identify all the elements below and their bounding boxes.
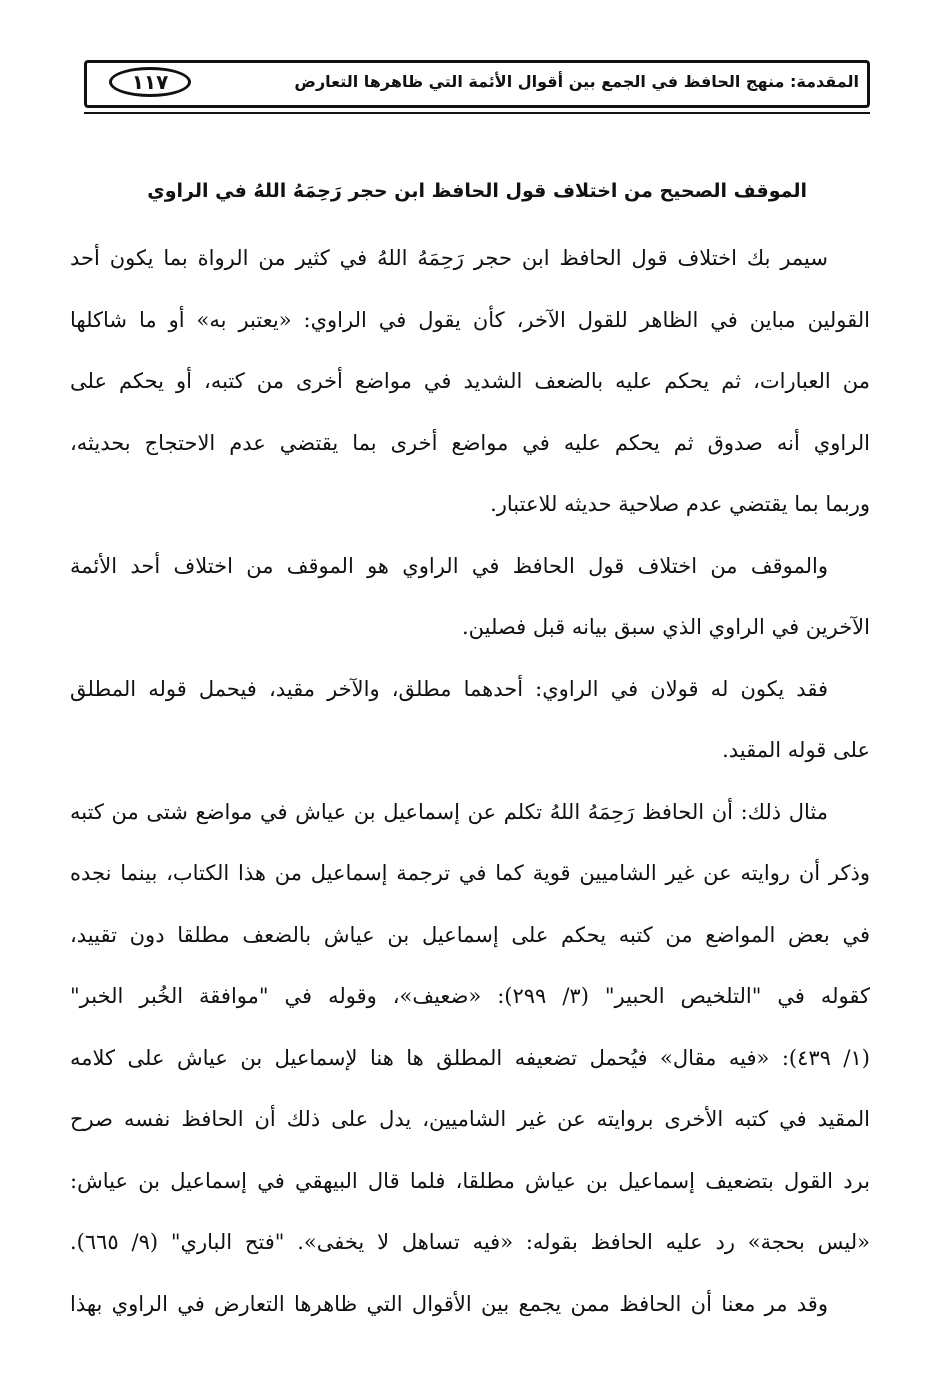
text-line: «ليس بحجة» رد عليه الحافظ بقوله: «فيه تساهل لا يخفى». "فتح الباري" (٩/ ٦٦٥).: [70, 1230, 870, 1254]
text-line: مثال ذلك: أن الحافظ رَحِمَهُ اللهُ تكلم عن إسماعيل بن عياش في مواضع شتى من كتبه: [70, 799, 828, 824]
text-line: القولين مباين في الظاهر للقول الآخر، كأن يقول في الراوي: «يعتبر به» أو ما شاكلها: [70, 307, 870, 332]
text-line: (١/ ٤٣٩): «فيه مقال» فيُحمل تضعيفه المطلق ها هنا لإسماعيل بن عياش على كلامه: [70, 1045, 870, 1070]
text-line: وقد مر معنا أن الحافظ ممن يجمع بين الأقوال التي ظاهرها التعارض في الراوي بهذا: [70, 1291, 828, 1316]
text-line: المقيد في كتبه الأخرى بروايته عن غير الشاميين، يدل على ذلك أن الحافظ نفسه صرح: [70, 1107, 870, 1131]
running-header: [84, 60, 870, 108]
text-line: في بعض المواضع من كتبه يحكم على إسماعيل بن عياش بالضعف مطلقا دون تقييد،: [70, 922, 870, 947]
text-line: من العبارات، ثم يحكم عليه بالضعف الشديد في مواضع أخرى من كتبه، أو يحكم على: [70, 369, 870, 393]
body-text: [70, 228, 870, 1335]
text-line: الراوي أنه صدوق ثم يحكم عليه في مواضع أخرى بما يقتضي عدم الاحتجاج بحديثه،: [70, 430, 870, 455]
text-line: الآخرين في الراوي الذي سبق بيانه قبل فصلين.: [461, 615, 870, 639]
header-title: المقدمة: منهج الحافظ في الجمع بين أقوال الأئمة التي ظاهرها التعارض: [294, 72, 859, 91]
text-line: وذكر أن روايته عن غير الشاميين قوية كما في ترجمة إسماعيل من هذا الكتاب، بينما نجده: [70, 861, 870, 885]
text-line: فقد يكون له قولان في الراوي: أحدهما مطلق، والآخر مقيد، فيحمل قوله المطلق: [70, 676, 828, 701]
text-line: كقوله في "التلخيص الحبير" (٣/ ٢٩٩): «ضعيف»، وقوله في "موافقة الخُبر الخبر": [70, 984, 870, 1008]
text-line: وربما بما يقتضي عدم صلاحية حديثه للاعتبار.: [490, 492, 870, 516]
section-heading: الموقف الصحيح من اختلاف قول الحافظ ابن حجر رَحِمَهُ اللهُ في الراوي: [147, 180, 807, 202]
text-line: سيمر بك اختلاف قول الحافظ ابن حجر رَحِمَهُ اللهُ في كثير من الرواة بما يكون أحد: [70, 246, 828, 270]
text-line: برد القول بتضعيف إسماعيل بن عياش مطلقا، فلما قال البيهقي في إسماعيل بن عياش:: [70, 1168, 870, 1193]
text-line: والموقف من اختلاف قول الحافظ في الراوي هو الموقف من اختلاف أحد الأئمة: [70, 553, 828, 578]
text-line: على قوله المقيد.: [722, 738, 870, 762]
page-number: ١١٧: [109, 67, 191, 97]
